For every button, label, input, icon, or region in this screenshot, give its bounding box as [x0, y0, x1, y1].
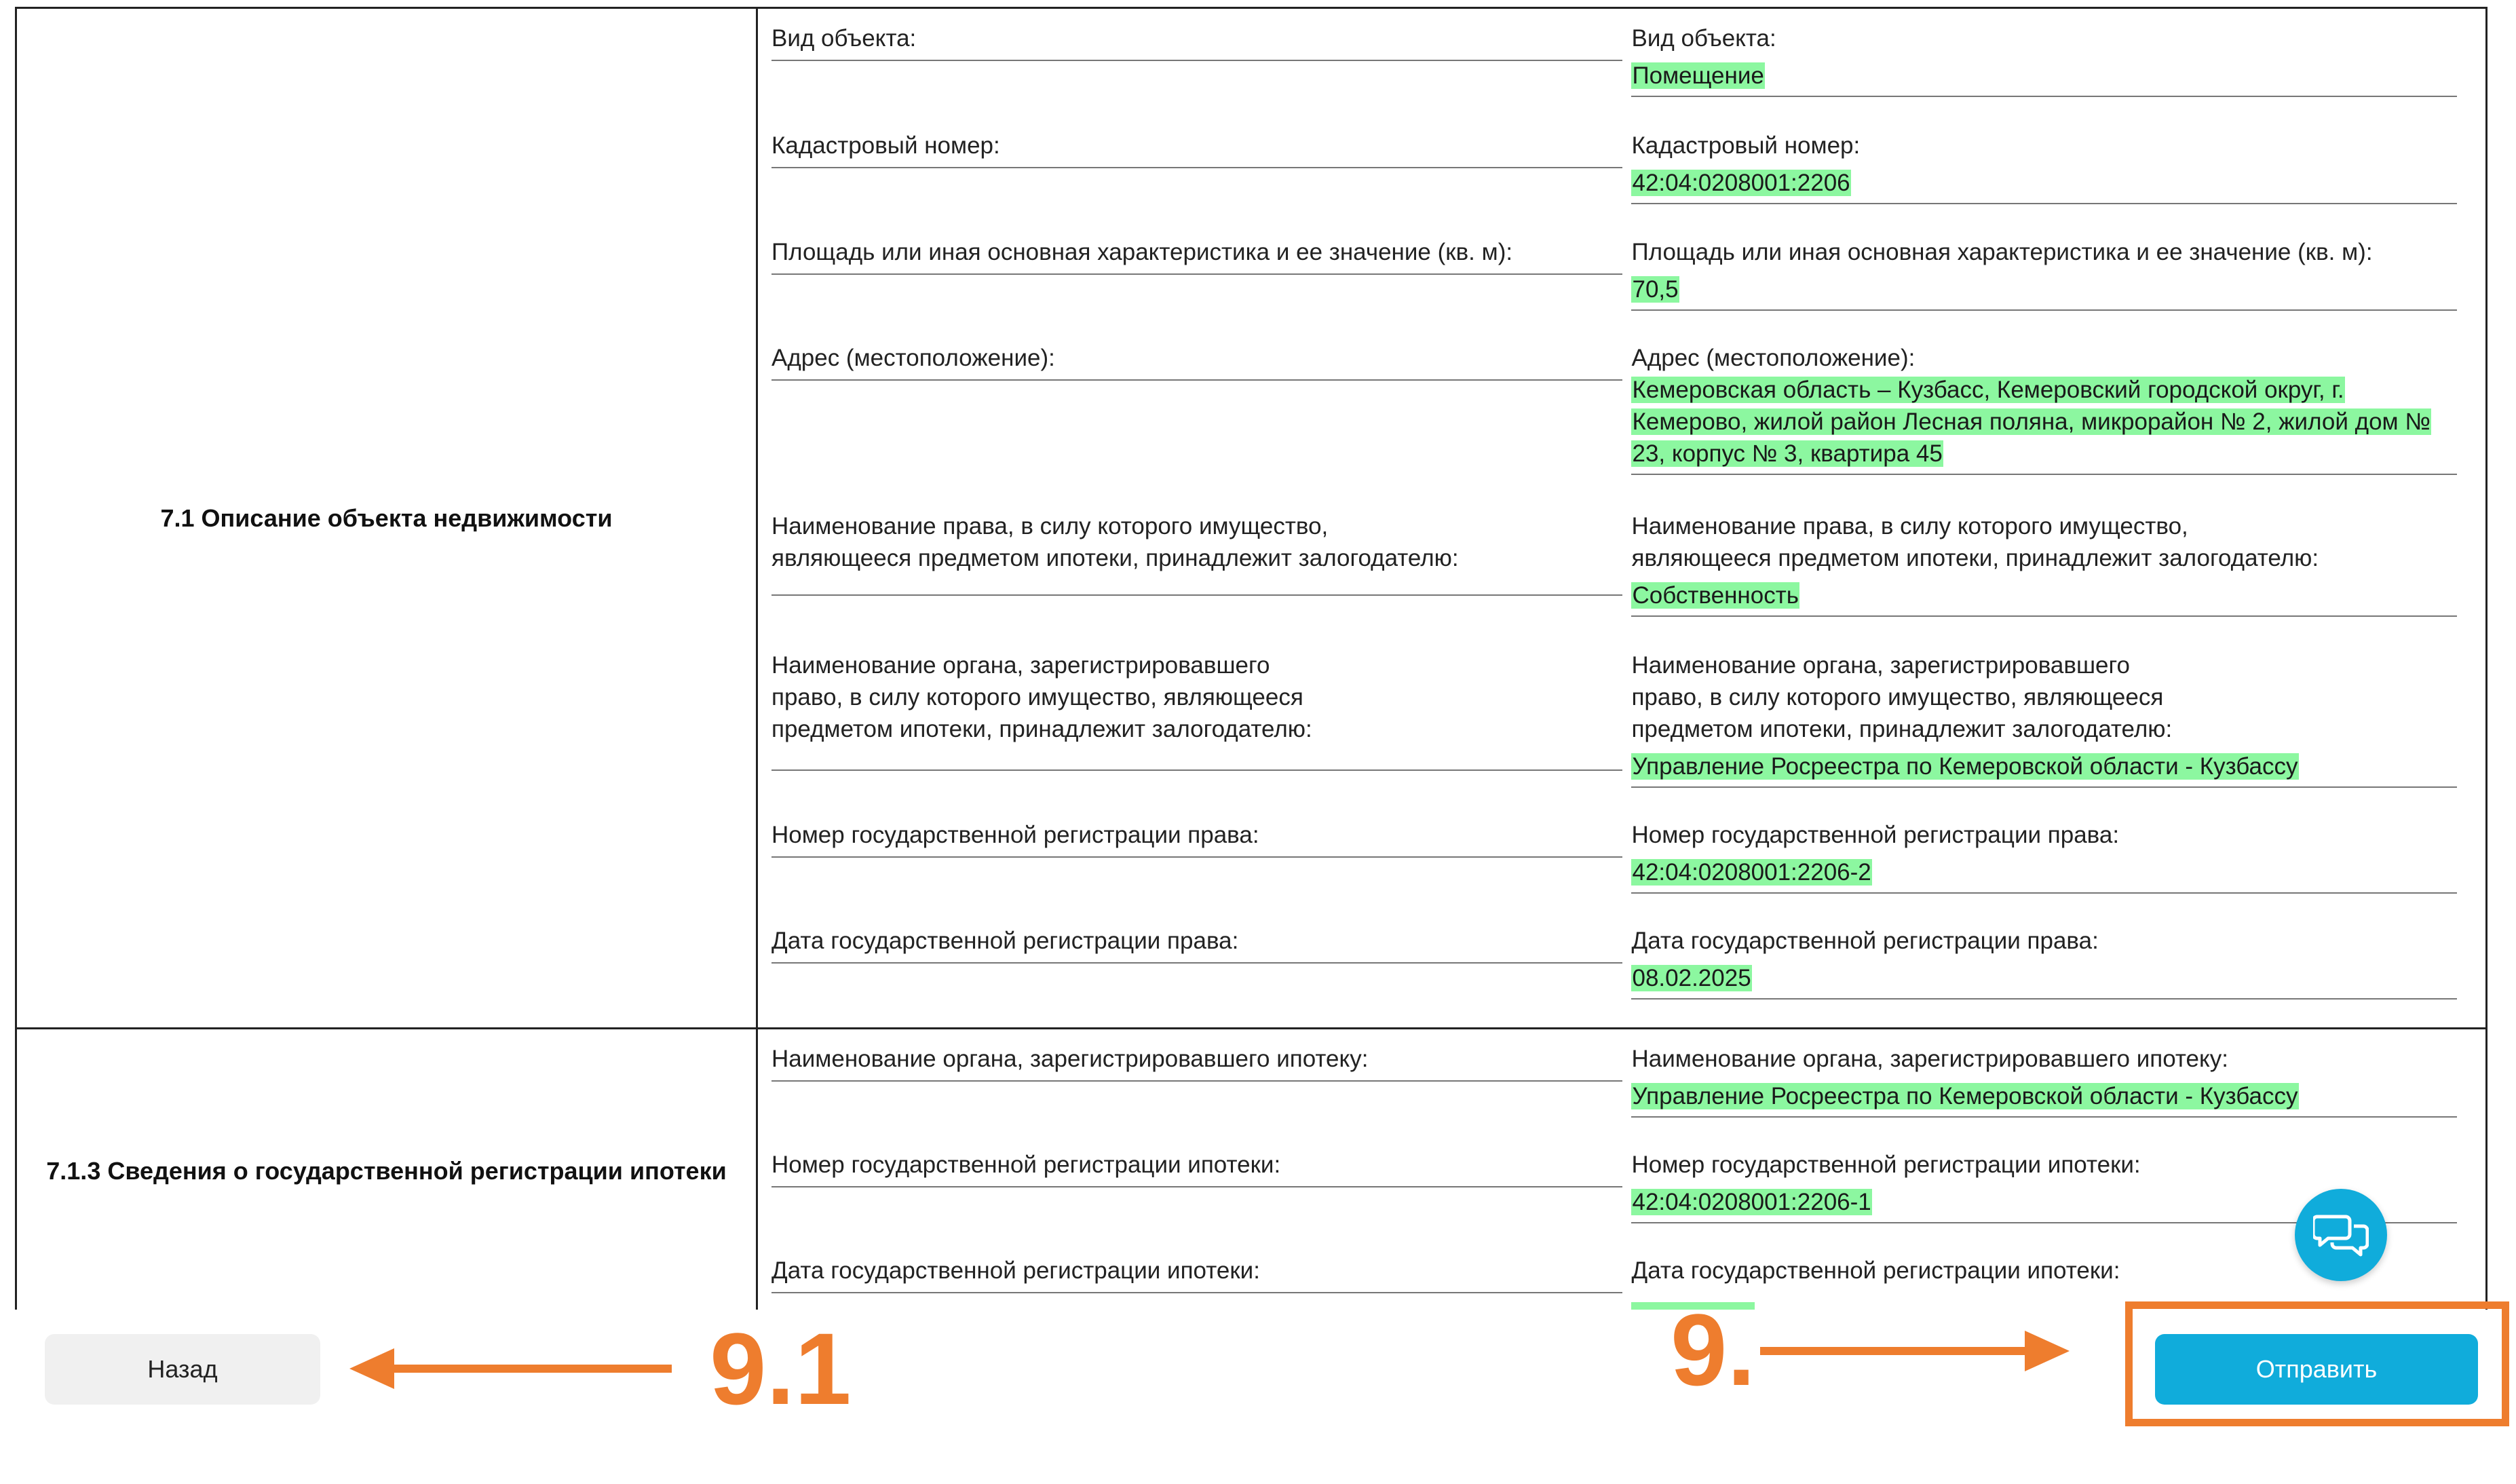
field-underline — [1631, 309, 2457, 311]
field-input-line[interactable] — [771, 167, 1622, 168]
field-label: Площадь или иная основная характеристика и ее значение (кв. м): — [1631, 239, 2373, 265]
field-cadastral-number — [771, 130, 1622, 168]
field-object-type — [771, 22, 1622, 61]
field-label-line: право, в силу которого имущество, являющееся — [771, 684, 1303, 710]
section-fields — [757, 8, 2487, 1029]
section-title: 7.1.3 Сведения о государственной регистрации ипотеки — [16, 1029, 757, 1310]
field-label: Адрес (местоположение): — [1631, 345, 1915, 371]
annotation-arrow-left — [349, 1346, 672, 1392]
annotation-arrow-right — [1760, 1328, 2070, 1374]
field-label: Дата государственной регистрации ипотеки: — [1631, 1257, 2120, 1284]
field-label-line: право, в силу которого имущество, являющееся — [1631, 684, 2164, 710]
field-label-line: являющееся предметом ипотеки, принадлежит залогодателю: — [1631, 545, 2319, 571]
field-input-line[interactable] — [771, 962, 1622, 964]
field-label: Кадастровый номер: — [1631, 132, 1861, 159]
field-underline — [1631, 892, 2457, 894]
field-value[interactable]: 42:04:0208001:2206-1 — [1632, 1189, 1871, 1215]
field-underline — [1631, 998, 2457, 1000]
field-label-line: являющееся предметом ипотеки, принадлежит залогодателю: — [771, 545, 1459, 571]
field-address — [1631, 342, 2457, 475]
field-label-line: Наименование органа, зарегистрировавшего — [1631, 652, 2130, 679]
chat-button[interactable] — [2295, 1189, 2387, 1281]
chat-bubbles-icon — [2313, 1211, 2369, 1259]
field-registering-body — [1631, 649, 2457, 788]
field-right-reg-date — [1631, 925, 2457, 1000]
field-value[interactable]: 70,5 — [1632, 276, 1679, 303]
field-input-line[interactable] — [771, 60, 1622, 61]
field-mortgage-body — [1631, 1043, 2457, 1118]
field-label: Номер государственной регистрации права: — [771, 822, 1259, 848]
field-label: Адрес (местоположение): — [771, 345, 1055, 371]
field-value-line[interactable]: Кемеровская область – Кузбасс, Кемеровский городской округ, г. — [1632, 377, 2344, 403]
field-label: Наименование органа, зарегистрировавшего ипотеку: — [771, 1046, 1369, 1072]
field-value[interactable]: Управление Росреестра по Кемеровской области - Кузбассу — [1632, 1083, 2298, 1109]
field-underline — [1631, 786, 2457, 788]
field-mortgage-date — [771, 1255, 1622, 1293]
field-label: Вид объекта: — [1631, 25, 1776, 52]
field-cadastral-number — [1631, 130, 2457, 204]
field-label-line: Наименование органа, зарегистрировавшего — [771, 652, 1270, 679]
field-mortgage-number — [771, 1149, 1622, 1187]
field-label-line: Наименование права, в силу которого имущество, — [1631, 513, 2188, 539]
field-registering-body — [771, 649, 1622, 771]
field-input-line[interactable] — [771, 273, 1622, 275]
form-table-viewport — [15, 7, 2488, 1310]
field-value-line[interactable]: Кемерово, жилой район Лесная поляна, микрорайон № 2, жилой дом № — [1632, 408, 2431, 435]
field-value-line[interactable]: 23, корпус № 3, квартира 45 — [1632, 440, 1943, 467]
field-label: Дата государственной регистрации ипотеки: — [771, 1257, 1260, 1284]
field-area — [1631, 236, 2457, 311]
field-underline — [1631, 1116, 2457, 1118]
annotation-step-9-1: 9.1 — [710, 1312, 852, 1426]
back-button[interactable]: Назад — [45, 1334, 320, 1405]
field-area — [771, 236, 1622, 275]
field-right-reg-number — [1631, 819, 2457, 894]
field-input-line[interactable] — [771, 1080, 1622, 1082]
field-input-line[interactable] — [771, 379, 1622, 381]
form-table — [15, 7, 2488, 1310]
field-right-name — [1631, 510, 2457, 617]
field-label: Дата государственной регистрации права: — [1631, 928, 2099, 954]
section-row-property — [16, 8, 2487, 1029]
field-mortgage-body — [771, 1043, 1622, 1082]
field-label: Кадастровый номер: — [771, 132, 1000, 159]
field-value[interactable]: Помещение — [1632, 62, 1764, 89]
section-row-mortgage — [16, 1029, 2487, 1310]
field-label: Наименование органа, зарегистрировавшего ипотеку: — [1631, 1046, 2228, 1072]
field-right-reg-number — [771, 819, 1622, 858]
field-label: Номер государственной регистрации права: — [1631, 822, 2120, 848]
section-title: 7.1 Описание объекта недвижимости — [16, 8, 757, 1029]
field-input-line[interactable] — [771, 1292, 1622, 1293]
field-label-line: предметом ипотеки, принадлежит залогодателю: — [1631, 716, 2173, 742]
field-value[interactable]: 42:04:0208001:2206-2 — [1632, 859, 1871, 886]
field-underline — [1631, 615, 2457, 617]
field-right-reg-date — [771, 925, 1622, 964]
field-input-line[interactable] — [771, 1186, 1622, 1187]
field-value[interactable]: 42:04:0208001:2206 — [1632, 170, 1850, 196]
field-label: Вид объекта: — [771, 25, 917, 52]
field-underline — [1631, 203, 2457, 204]
field-value[interactable]: Управление Росреестра по Кемеровской области - Кузбассу — [1632, 753, 2298, 780]
annotation-step-9: 9. — [1671, 1293, 1756, 1407]
field-input-line[interactable] — [771, 856, 1622, 858]
field-input-line[interactable] — [771, 769, 1622, 771]
field-underline — [1631, 474, 2457, 475]
section-fields — [757, 1029, 2487, 1310]
field-label: Площадь или иная основная характеристика и ее значение (кв. м): — [771, 239, 1513, 265]
field-input-line[interactable] — [771, 594, 1622, 596]
field-value[interactable]: 08.02.2025 — [1632, 965, 1751, 991]
field-label-line: Наименование права, в силу которого имущество, — [771, 513, 1329, 539]
field-right-name — [771, 510, 1622, 596]
field-label-line: предметом ипотеки, принадлежит залогодателю: — [771, 716, 1312, 742]
field-address — [771, 342, 1622, 381]
send-button[interactable]: Отправить — [2155, 1334, 2478, 1405]
field-label: Номер государственной регистрации ипотеки: — [771, 1152, 1281, 1178]
field-label: Дата государственной регистрации права: — [771, 928, 1239, 954]
field-value[interactable]: Собственность — [1632, 582, 1799, 609]
field-label: Номер государственной регистрации ипотеки: — [1631, 1152, 2141, 1178]
field-object-type — [1631, 22, 2457, 97]
field-underline — [1631, 96, 2457, 97]
